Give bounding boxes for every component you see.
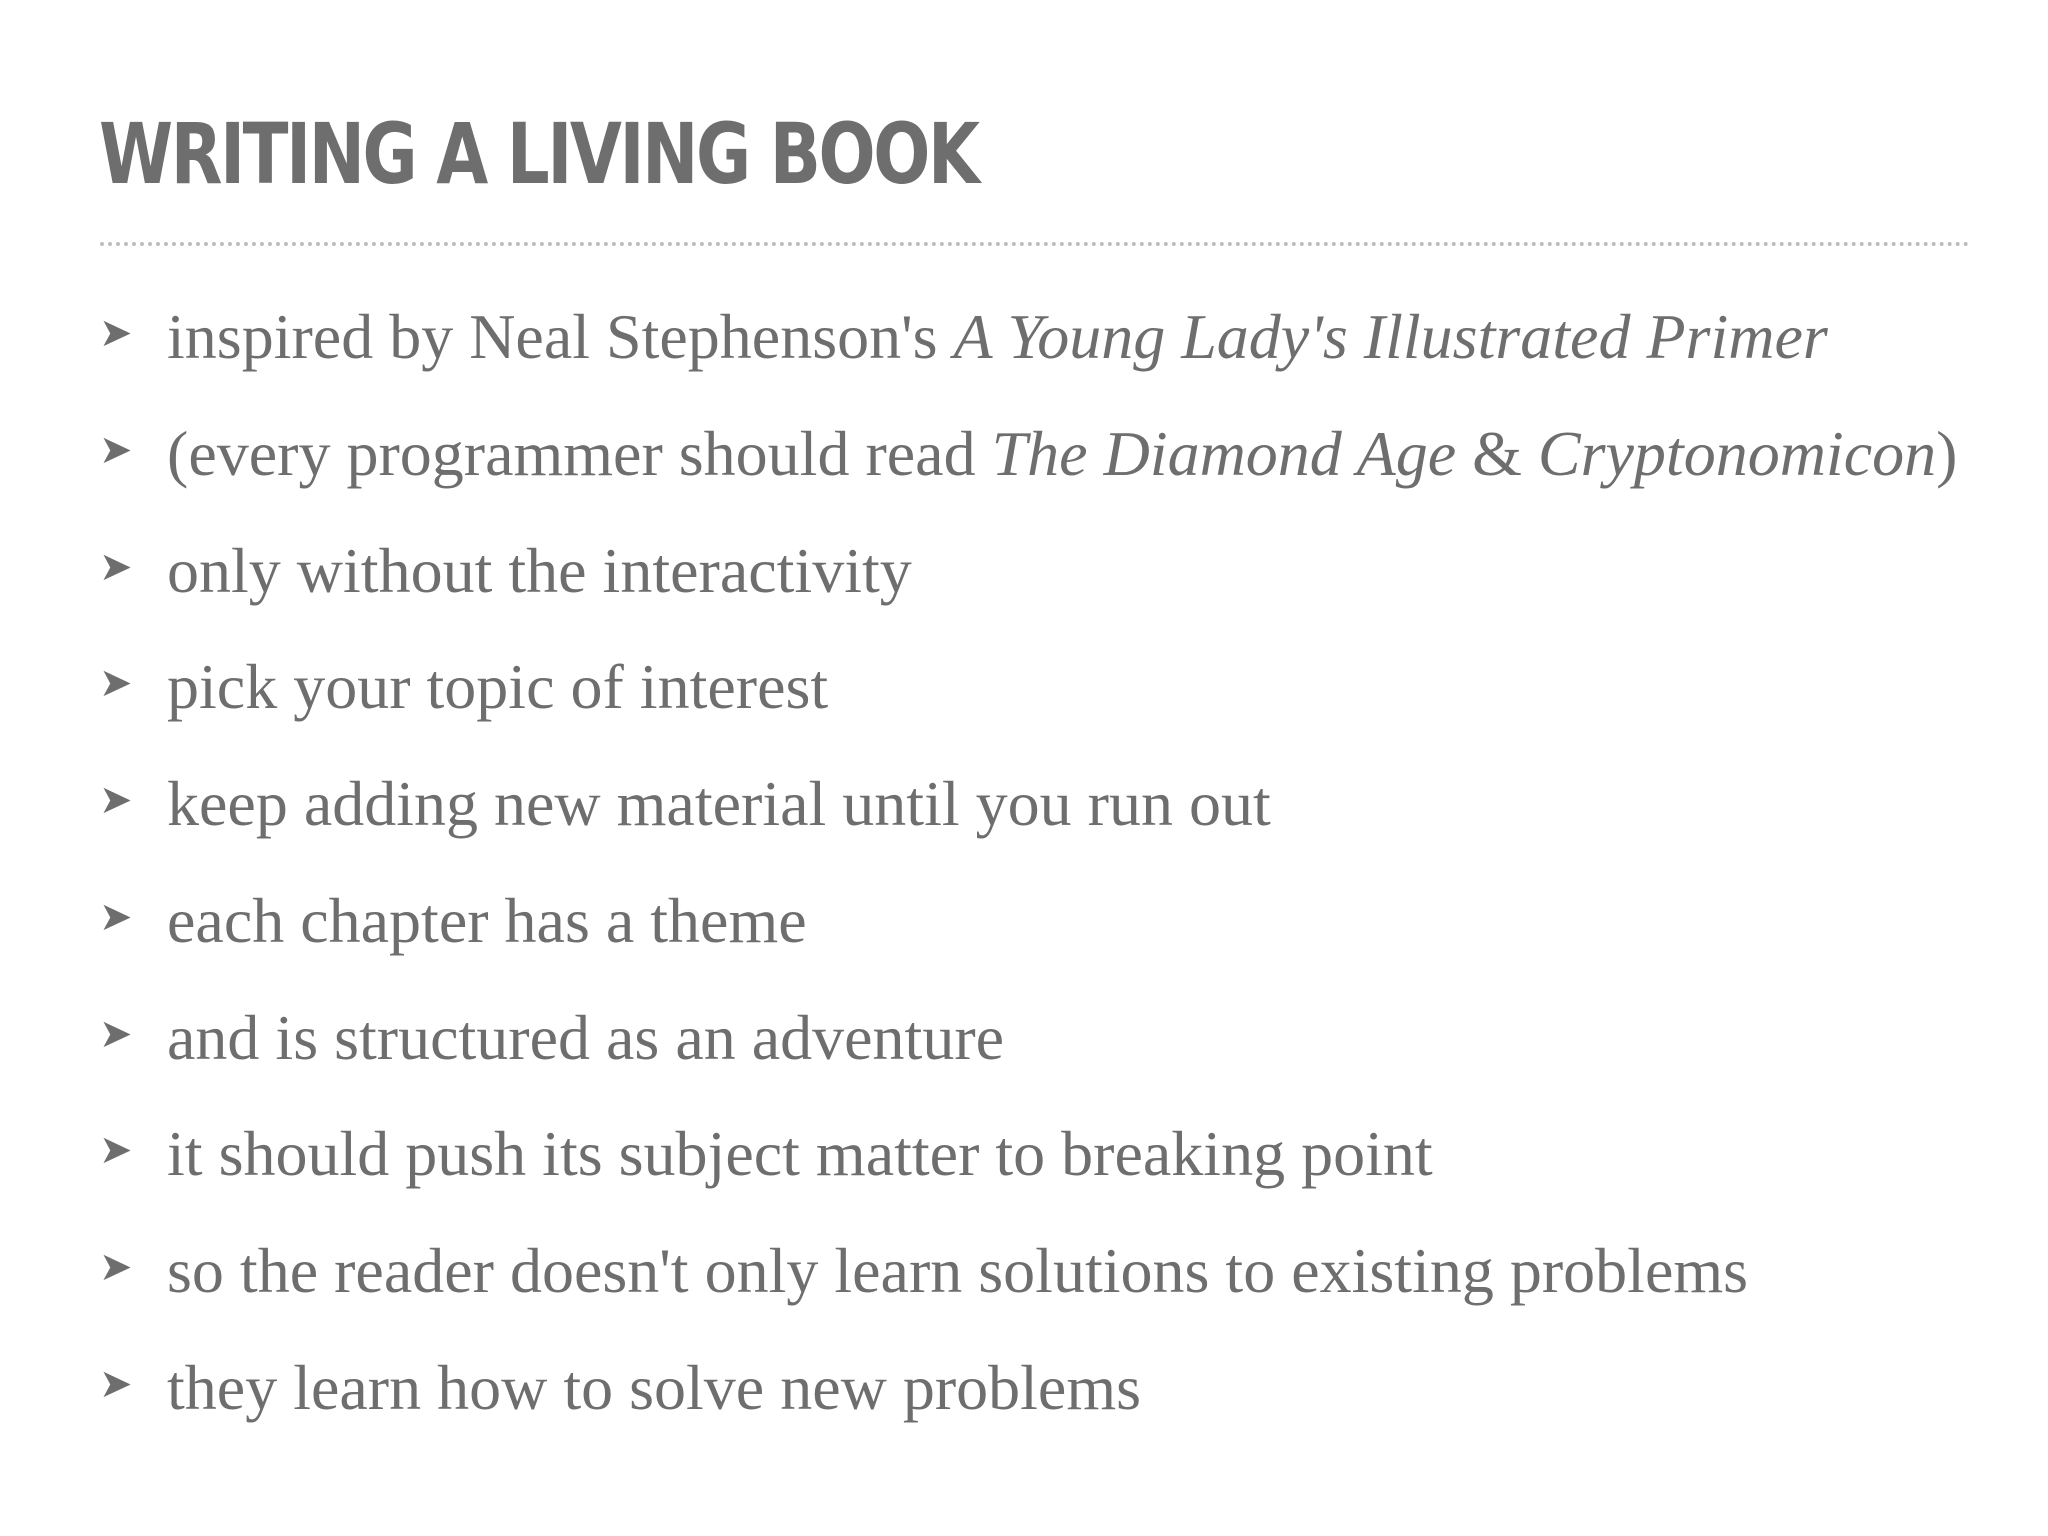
arrowhead-bullet-icon: ➤ [99,1361,133,1407]
bullet-item [0,535,2000,629]
bullet-text: it should push its subject matter to breaking point [167,1118,1433,1189]
book-title-diamond-age: The Diamond Age [991,418,1457,489]
bullet-text: each chapter has a theme [167,885,807,956]
bullet-text: they learn how to solve new problems [167,1352,1141,1423]
bullet-text-conjunction: & [1456,418,1538,489]
bullet-text: pick your topic of interest [167,651,829,722]
bullet-item [0,1002,2000,1096]
bullet-text-plain: (every programmer should read [167,418,992,489]
bullet-text [167,301,1828,372]
bullet-text: only without the interactivity [167,535,912,606]
bullet-item [0,768,2000,862]
arrowhead-bullet-icon: ➤ [99,777,133,823]
arrowhead-bullet-icon: ➤ [99,544,133,590]
bullet-text [167,418,1958,489]
bullet-text: so the reader doesn't only learn solutions to existing problems [167,1235,1749,1306]
bullet-item [0,418,2000,512]
bullet-item [0,1118,2000,1212]
arrowhead-bullet-icon: ➤ [99,1011,133,1057]
arrowhead-bullet-icon: ➤ [99,1244,133,1290]
bullet-item [0,1352,2000,1446]
slide-title: WRITING A LIVING BOOK [99,105,978,203]
bullet-item [0,301,2000,395]
bullet-item [0,885,2000,979]
title-divider [100,242,1970,246]
arrowhead-bullet-icon: ➤ [99,310,133,356]
bullet-text: and is structured as an adventure [167,1002,1005,1073]
arrowhead-bullet-icon: ➤ [99,894,133,940]
arrowhead-bullet-icon: ➤ [99,1127,133,1173]
arrowhead-bullet-icon: ➤ [99,660,133,706]
book-title-cryptonomicon: Cryptonomicon [1537,418,1937,489]
bullet-item [0,651,2000,745]
bullet-text: keep adding new material until you run out [167,768,1271,839]
bullet-item [0,1235,2000,1329]
bullet-text-close-paren: ) [1936,418,1958,489]
bullet-text-plain: inspired by Neal Stephenson's [167,301,954,372]
book-title-primer: A Young Lady's Illustrated Primer [953,301,1828,372]
arrowhead-bullet-icon: ➤ [99,427,133,473]
